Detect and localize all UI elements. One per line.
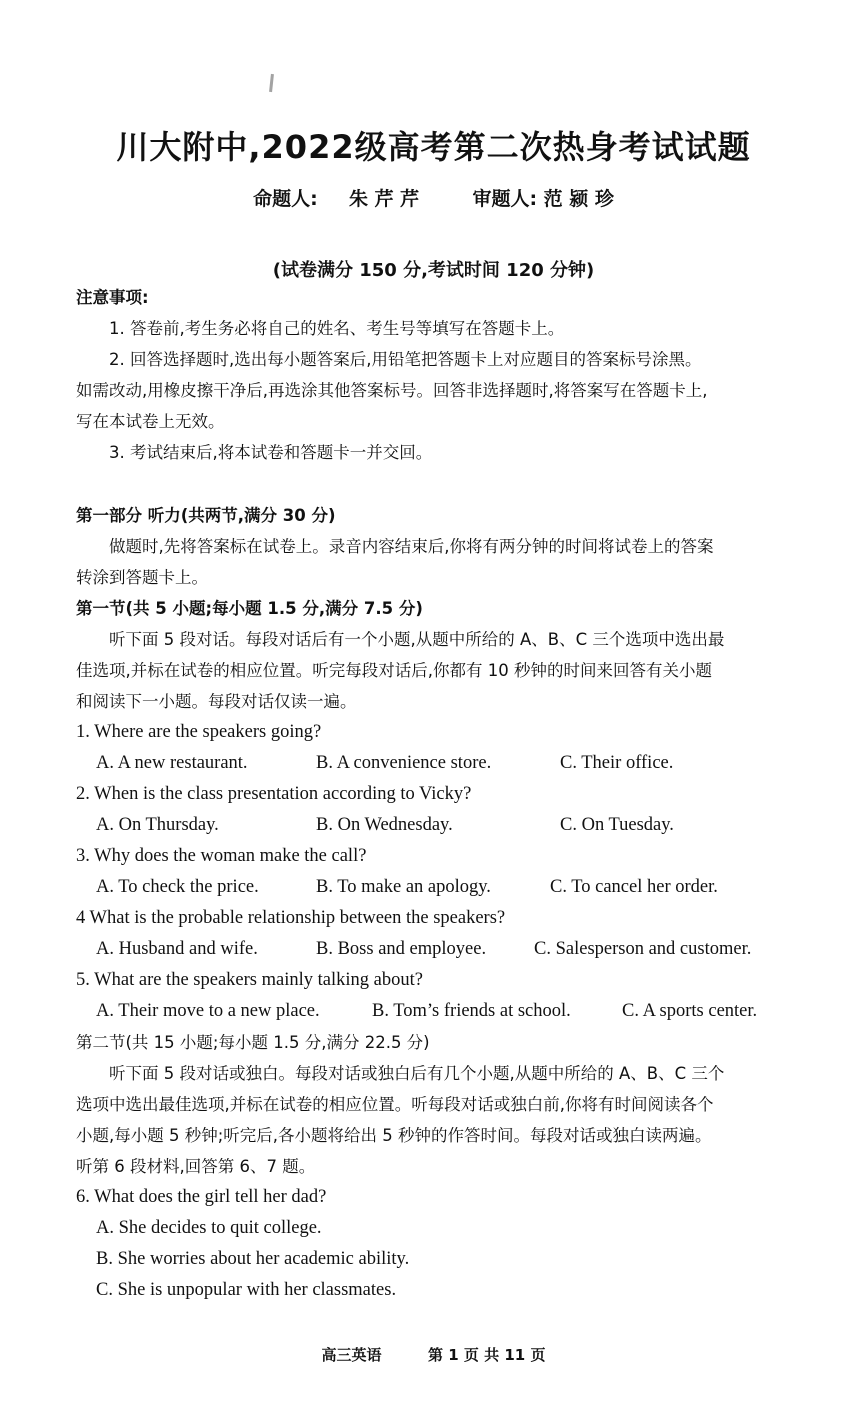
option-c: C. On Tuesday. [560, 815, 674, 835]
reviewer-name: 范 颍 珍 [543, 188, 614, 210]
option-a: A. Husband and wife. [96, 939, 258, 959]
option-a: A. On Thursday. [96, 815, 219, 835]
question-5-options [76, 996, 788, 1027]
footer-page-number: 第 1 页 共 11 页 [428, 1346, 546, 1364]
notice-item-2-cont2: 写在本试卷上无效。 [76, 412, 225, 431]
reviewer-label: 审题人: [472, 188, 538, 210]
question-4: 4 What is the probable relationship between the speakers? [76, 908, 506, 928]
question-1-options [76, 748, 788, 779]
footer-subject: 高三英语 [321, 1346, 382, 1364]
notice-item-2: 2. 回答选择题时,选出每小题答案后,用铅笔把答题卡上对应题目的答案标号涂黑。 [109, 350, 702, 369]
section1-instruction: 听下面 5 段对话。每段对话后有一个小题,从题中所给的 A、B、C 三个选项中选出最 [109, 630, 725, 649]
part1-heading: 第一部分 听力(共两节,满分 30 分) [76, 506, 336, 525]
part1-block [76, 500, 788, 1306]
option-a: A. Their move to a new place. [96, 1001, 320, 1021]
notice-item-3: 3. 考试结束后,将本试卷和答题卡一并交回。 [109, 443, 433, 462]
notice-block [76, 282, 788, 468]
option-c: C. Salesperson and customer. [534, 939, 752, 959]
setter-name: 朱 芹 芹 [348, 188, 420, 210]
page-title: 川大附中,2022级高考第二次热身考试试题 [116, 128, 751, 166]
section1-instruction-cont: 佳选项,并标在试卷的相应位置。听完每段对话后,你都有 10 秒钟的时间来回答有关小题 [76, 661, 712, 680]
question-4-options [76, 934, 788, 965]
question-1: 1. Where are the speakers going? [76, 722, 322, 742]
part1-instruction-cont: 转涂到答题卡上。 [76, 568, 208, 587]
notice-heading: 注意事项: [76, 288, 149, 307]
part1-instruction: 做题时,先将答案标在试卷上。录音内容结束后,你将有两分钟的时间将试卷上的答案 [109, 537, 714, 556]
section1-instruction-cont2: 和阅读下一小题。每段对话仅读一遍。 [76, 692, 357, 711]
notice-item-1: 1. 答卷前,考生务必将自己的姓名、考生号等填写在答题卡上。 [109, 319, 565, 338]
question-6: 6. What does the girl tell her dad? [76, 1187, 327, 1207]
section2-heading: 第二节(共 15 小题;每小题 1.5 分,满分 22.5 分) [76, 1033, 430, 1052]
question-2: 2. When is the class presentation according to Vicky? [76, 784, 472, 804]
question-2-options [76, 810, 788, 841]
notice-item-2-cont: 如需改动,用橡皮擦干净后,再选涂其他答案标号。回答非选择题时,将答案写在答题卡上, [76, 381, 708, 400]
question-6-option-b: B. She worries about her academic ability. [96, 1249, 410, 1269]
scan-mark [269, 74, 274, 92]
section2-instruction-cont3: 听第 6 段材料,回答第 6、7 题。 [76, 1157, 316, 1176]
section2-instruction: 听下面 5 段对话或独白。每段对话或独白后有几个小题,从题中所给的 A、B、C 三个 [109, 1064, 725, 1083]
option-b: B. A convenience store. [316, 753, 492, 773]
section2-instruction-cont: 选项中选出最佳选项,并标在试卷的相应位置。听每段对话或独白前,你将有时间阅读各个 [76, 1095, 714, 1114]
option-c: C. A sports center. [622, 1001, 758, 1021]
setter-label: 命题人: [253, 188, 318, 210]
option-b: B. Boss and employee. [316, 939, 487, 959]
question-3-options [76, 872, 788, 903]
question-5: 5. What are the speakers mainly talking about? [76, 970, 423, 990]
exam-info: (试卷满分 150 分,考试时间 120 分钟) [272, 260, 595, 281]
authors-line [0, 184, 867, 211]
question-6-option-a: A. She decides to quit college. [96, 1218, 322, 1238]
option-c: C. To cancel her order. [550, 877, 718, 897]
page-footer [0, 1344, 867, 1365]
question-6-option-c: C. She is unpopular with her classmates. [96, 1280, 397, 1300]
option-a: A. To check the price. [96, 877, 259, 897]
option-a: A. A new restaurant. [96, 753, 248, 773]
question-3: 3. Why does the woman make the call? [76, 846, 367, 866]
option-b: B. Tom’s friends at school. [372, 1001, 571, 1021]
section1-heading: 第一节(共 5 小题;每小题 1.5 分,满分 7.5 分) [76, 599, 423, 618]
option-c: C. Their office. [560, 753, 674, 773]
option-b: B. On Wednesday. [316, 815, 453, 835]
option-b: B. To make an apology. [316, 877, 491, 897]
section2-instruction-cont2: 小题,每小题 5 秒钟;听完后,各小题将给出 5 秒钟的作答时间。每段对话或独白读两遍。 [76, 1126, 712, 1145]
